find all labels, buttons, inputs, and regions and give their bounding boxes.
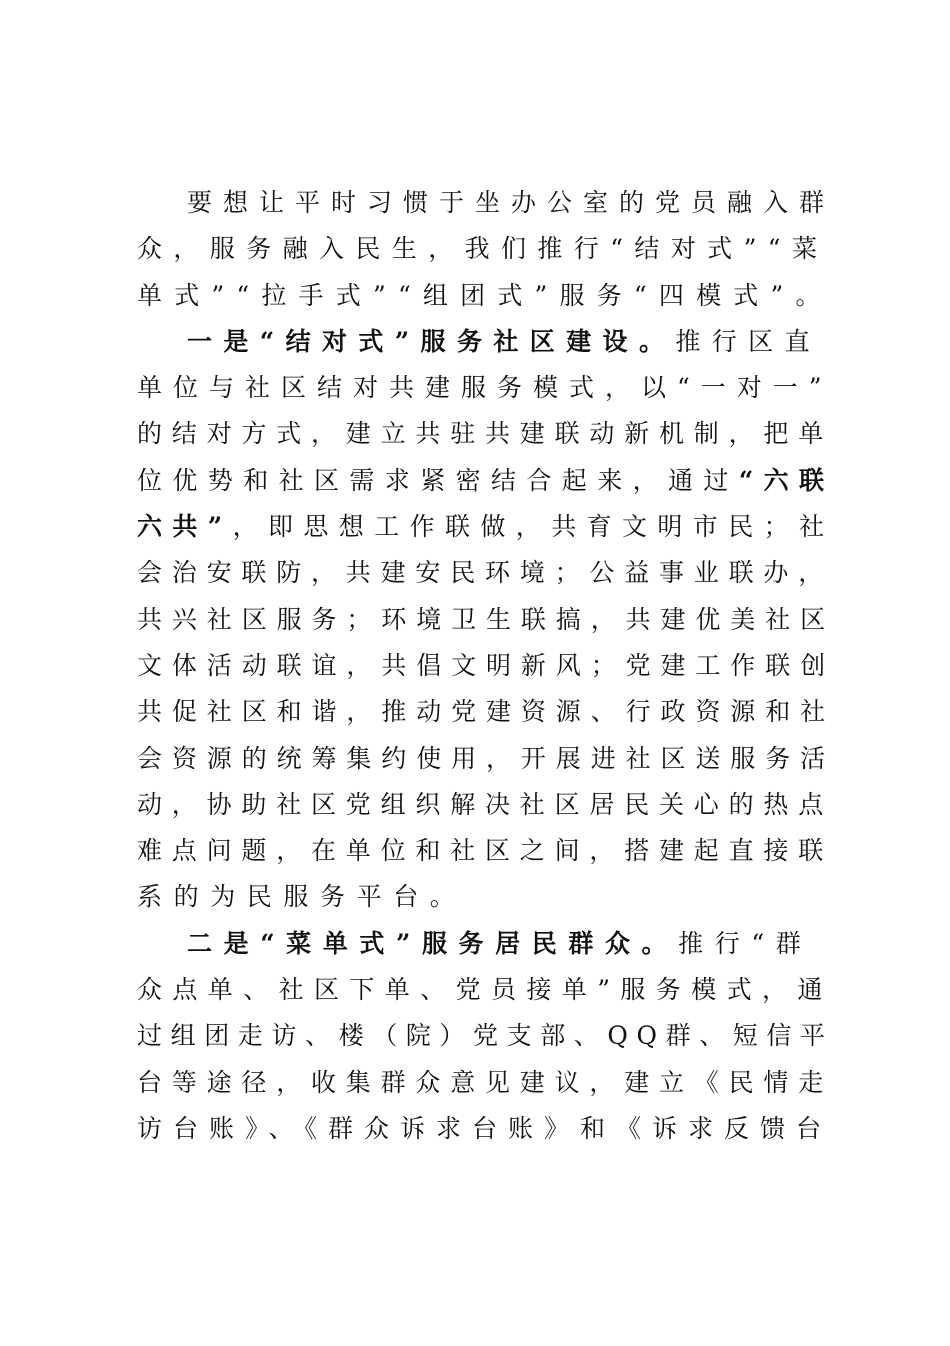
text-segment: 系的为民服务平台。 <box>137 882 467 912</box>
text-line <box>137 550 837 596</box>
body-text <box>137 180 837 1152</box>
text-line <box>137 504 837 550</box>
text-line <box>137 319 837 365</box>
text-segment: 单位与社区结对共建服务模式，以“一对一” <box>137 373 833 403</box>
text-line <box>137 967 837 1013</box>
text-segment: 位优势和社区需求紧密结合起来，通过 <box>137 465 739 495</box>
bold-text-segment: “六联 <box>738 465 835 495</box>
text-segment: 动，协助社区党组织解决社区居民关心的热点 <box>137 789 834 819</box>
text-line <box>137 782 837 828</box>
text-segment: 会资源的统筹集约使用，开展进社区送服务活 <box>137 743 836 773</box>
text-line <box>137 689 837 735</box>
text-segment: 过组团走访、楼（院）党支部、QQ群、短信平 <box>137 1021 834 1051</box>
text-segment: 的结对方式，建立共驻共建联动新机制，把单 <box>137 419 834 449</box>
text-line <box>137 1106 837 1152</box>
text-segment: ，即思想工作联做，共育文明市民；社 <box>232 512 835 542</box>
text-line <box>137 874 837 920</box>
text-segment: 推行区直 <box>675 326 821 356</box>
text-segment: 台等途径，收集群众意见建议，建立《民情走 <box>137 1067 834 1097</box>
bold-text-segment: 六共” <box>137 512 233 542</box>
text-line <box>137 1060 837 1106</box>
text-line <box>137 921 837 967</box>
text-segment: 要想让平时习惯于坐办公室的党员融入群 <box>187 188 836 217</box>
text-segment: 单式”“拉手式”“组团式”服务“四模式”。 <box>137 280 833 310</box>
bold-text-segment: 一是“结对式”服务社区建设。 <box>187 326 676 356</box>
text-segment: 众点单、社区下单、党员接单”服务模式，通 <box>137 975 833 1005</box>
text-line <box>137 597 837 643</box>
text-line <box>137 180 837 226</box>
text-segment: 共兴社区服务；环境卫生联搞，共建优美社区 <box>137 604 836 634</box>
text-line <box>137 736 837 782</box>
text-segment: 难点问题，在单位和社区之间，搭建起直接联 <box>137 836 834 866</box>
text-segment: 访台账》、《群众诉求台账》和《诉求反馈台 <box>137 1113 833 1143</box>
text-line <box>137 411 837 457</box>
text-line <box>137 828 837 874</box>
text-segment: 文体活动联谊，共倡文明新风；党建工作联创 <box>137 650 836 680</box>
text-line <box>137 643 837 689</box>
text-line <box>137 365 837 411</box>
bold-text-segment: 二是“菜单式”服务居民群众。 <box>187 928 679 958</box>
text-segment: 共促社区和谐，推动党建资源、行政资源和社 <box>137 697 836 727</box>
text-segment: 推行“群 <box>678 928 813 958</box>
text-line <box>137 1013 837 1059</box>
text-line <box>137 273 837 319</box>
text-line <box>137 458 837 504</box>
text-segment: 众，服务融入民生，我们推行“结对式”“菜 <box>137 234 829 264</box>
text-line <box>137 226 837 272</box>
text-segment: 会治安联防，共建安民环境；公益事业联办， <box>137 558 834 588</box>
